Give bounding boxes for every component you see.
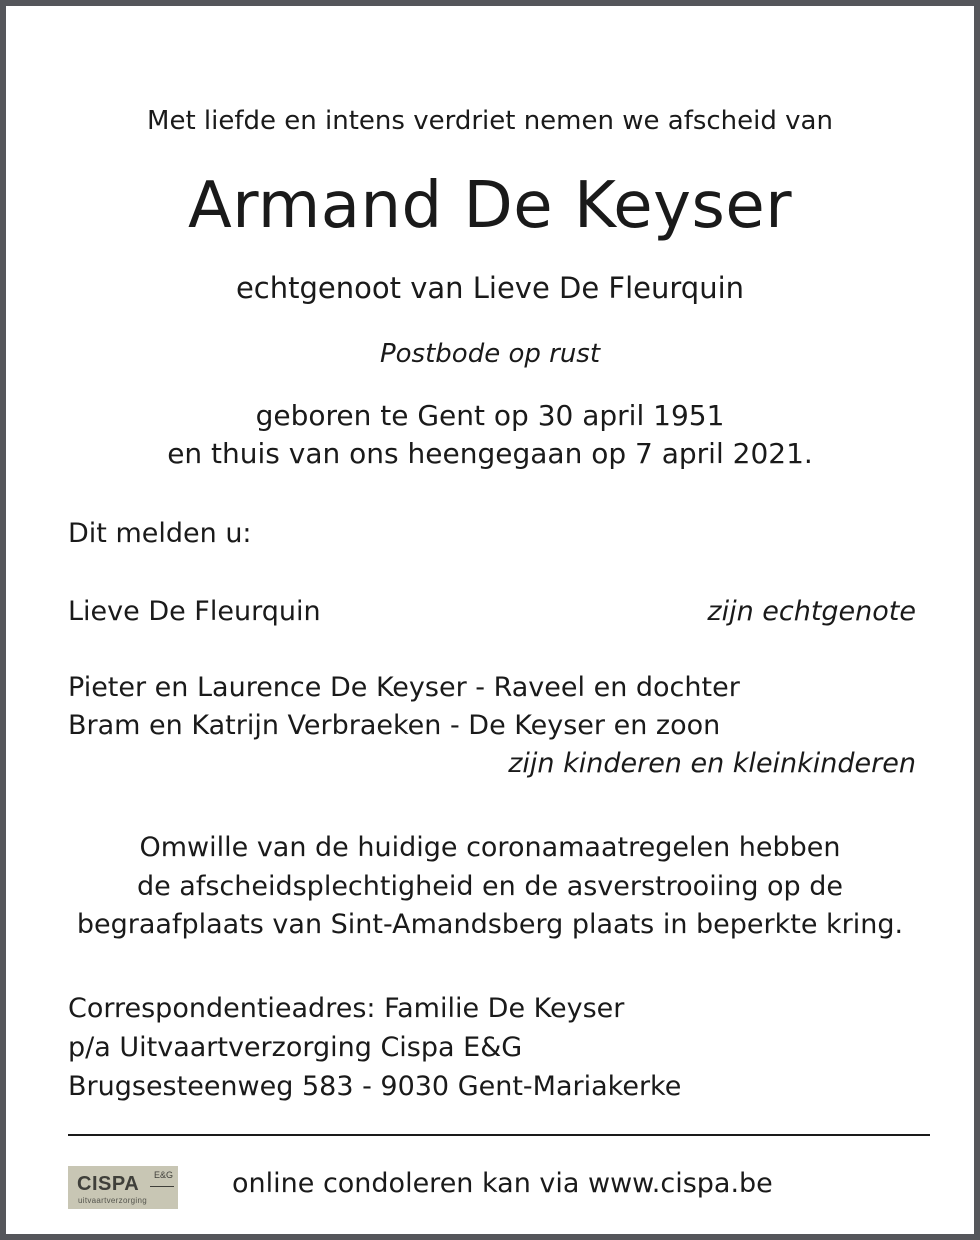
ceremony-line-3: begraafplaats van Sint-Amandsberg plaats in beperkte kring.: [76, 909, 904, 940]
correspondence-line-1: Correspondentieadres: Familie De Keyser: [68, 993, 625, 1024]
footer-divider: [68, 1134, 930, 1136]
online-condolence-text: online condoleren kan via www.cispa.be: [232, 1168, 773, 1199]
announcement-lead: Dit melden u:: [68, 518, 252, 549]
cispa-logo: [68, 1166, 178, 1209]
family-member-child-2: Bram en Katrijn Verbraeken - De Keyser en zoon: [68, 710, 721, 741]
family-member-spouse: Lieve De Fleurquin: [68, 596, 321, 627]
ceremony-line-1: Omwille van de huidige coronamaatregelen hebben: [139, 832, 841, 863]
intro-line: Met liefde en intens verdriet nemen we afscheid van: [147, 106, 833, 136]
spouse-line: echtgenoot van Lieve De Fleurquin: [235, 271, 745, 305]
death-line: en thuis van ons heengegaan op 7 april 2021.: [167, 437, 813, 470]
logo-rule: [150, 1186, 174, 1187]
profession-line: Postbode op rust: [379, 339, 601, 369]
birth-line: geboren te Gent op 30 april 1951: [255, 399, 725, 432]
logo-main-text: CISPA: [77, 1173, 140, 1195]
correspondence-line-2: p/a Uitvaartverzorging Cispa E&G: [68, 1032, 523, 1063]
family-member-child-1: Pieter en Laurence De Keyser - Raveel en dochter: [68, 672, 740, 703]
correspondence-line-3: Brugsesteenweg 583 - 9030 Gent-Mariakerke: [68, 1071, 682, 1102]
deceased-name: Armand De Keyser: [187, 169, 793, 243]
relation-spouse: zijn echtgenote: [707, 596, 916, 627]
relation-children: zijn kinderen en kleinkinderen: [508, 748, 916, 779]
logo-tagline: uitvaartverzorging: [78, 1196, 147, 1205]
logo-suffix-text: E&G: [154, 1170, 174, 1180]
ceremony-line-2: de afscheidsplechtigheid en de asverstrooiing op de: [136, 871, 844, 902]
